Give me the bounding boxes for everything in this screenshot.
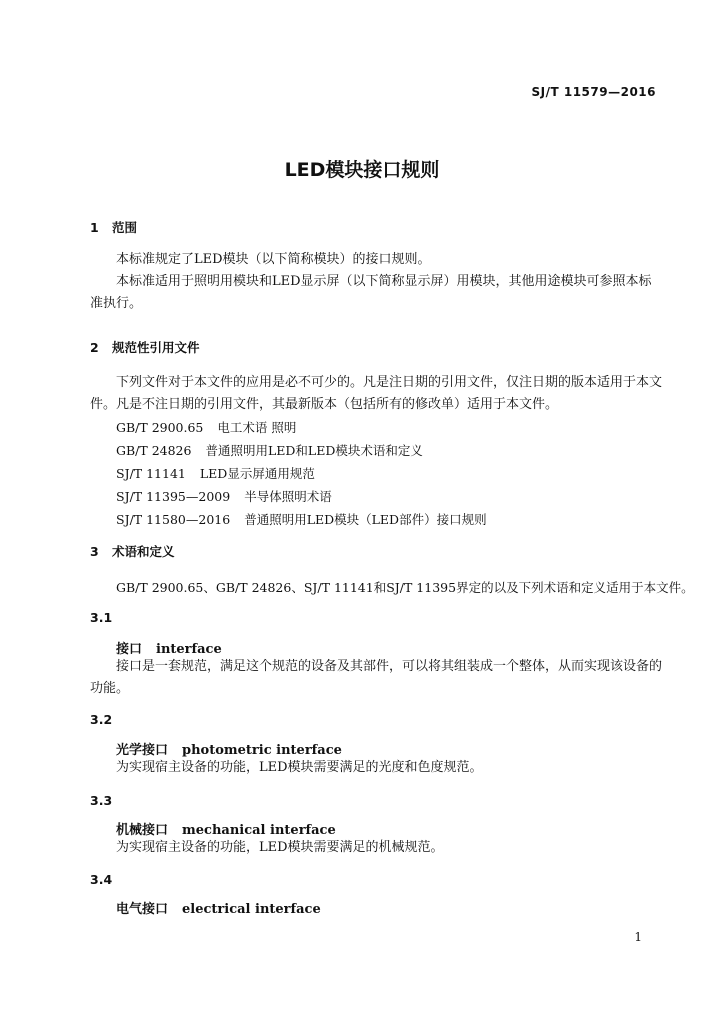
reference-item	[116, 465, 315, 483]
term-en: interface	[156, 642, 222, 657]
section-2-title: 规范性引用文件	[112, 340, 200, 355]
reference-item	[116, 488, 332, 506]
section-1-paragraph-2: 本标准适用于照明用模块和LED显示屏（以下简称显示屏）用模块，其他用途模块可参照本标准执行。	[90, 274, 652, 311]
reference-title: 半导体照明术语	[244, 489, 332, 504]
term-heading	[116, 898, 321, 917]
section-2-intro: 下列文件对于本文件的应用是必不可少的。凡是注日期的引用文件，仅注日期的版本适用于本文件。凡是不注日期的引用文件，其最新版本（包括所有的修改单）适用于本文件。	[90, 375, 663, 412]
term-definition: 接口是一套规范，满足这个规范的设备及其部件，可以将其组装成一个整体，从而实现该设备的功能。	[90, 659, 663, 696]
section-3-intro: GB/T 2900.65、GB/T 24826、SJ/T 11141和SJ/T 11395界定的以及下列术语和定义适用于本文件。	[116, 580, 694, 595]
document-title: LED模块接口规则	[284, 159, 440, 181]
reference-code: GB/T 2900.65	[116, 420, 204, 435]
term-en: photometric interface	[182, 743, 342, 758]
section-2-number: 2	[90, 340, 99, 355]
reference-item	[116, 442, 423, 460]
term-definition: 为实现宿主设备的功能，LED模块需要满足的机械规范。	[116, 840, 444, 855]
term-zh: 接口	[116, 642, 143, 657]
section-1-paragraph-1: 本标准规定了LED模块（以下简称模块）的接口规则。	[116, 252, 431, 267]
page-number: 1	[634, 930, 642, 944]
term-en: mechanical interface	[182, 823, 336, 838]
reference-code: SJ/T 11141	[116, 466, 186, 481]
reference-title: LED显示屏通用规范	[199, 466, 315, 481]
term-number: 3.1	[90, 610, 113, 625]
term-zh: 机械接口	[116, 823, 169, 838]
section-3-title: 术语和定义	[112, 544, 175, 559]
section-3-number: 3	[90, 544, 99, 559]
reference-item	[116, 511, 487, 529]
reference-title: 普通照明用LED模块（LED部件）接口规则	[244, 512, 487, 527]
standard-number: SJ/T 11579—2016	[531, 85, 656, 99]
section-1-heading	[90, 218, 137, 236]
section-2-heading	[90, 338, 200, 356]
section-1-number: 1	[90, 220, 99, 235]
term-number: 3.2	[90, 712, 113, 727]
term-heading	[116, 819, 336, 838]
reference-title: 普通照明用LED和LED模块术语和定义	[205, 443, 423, 458]
term-heading	[116, 739, 342, 758]
term-zh: 电气接口	[116, 902, 169, 917]
section-3-heading	[90, 542, 175, 560]
term-en: electrical interface	[182, 902, 321, 917]
term-zh: 光学接口	[116, 743, 169, 758]
reference-code: SJ/T 11395—2009	[116, 489, 231, 504]
reference-code: GB/T 24826	[116, 443, 192, 458]
reference-item	[116, 419, 296, 437]
reference-code: SJ/T 11580—2016	[116, 512, 231, 527]
term-heading	[116, 638, 222, 657]
term-number: 3.3	[90, 793, 113, 808]
term-number: 3.4	[90, 872, 113, 887]
term-definition: 为实现宿主设备的功能，LED模块需要满足的光度和色度规范。	[116, 760, 483, 775]
reference-title: 电工术语 照明	[217, 420, 297, 435]
section-1-title: 范围	[112, 220, 138, 235]
